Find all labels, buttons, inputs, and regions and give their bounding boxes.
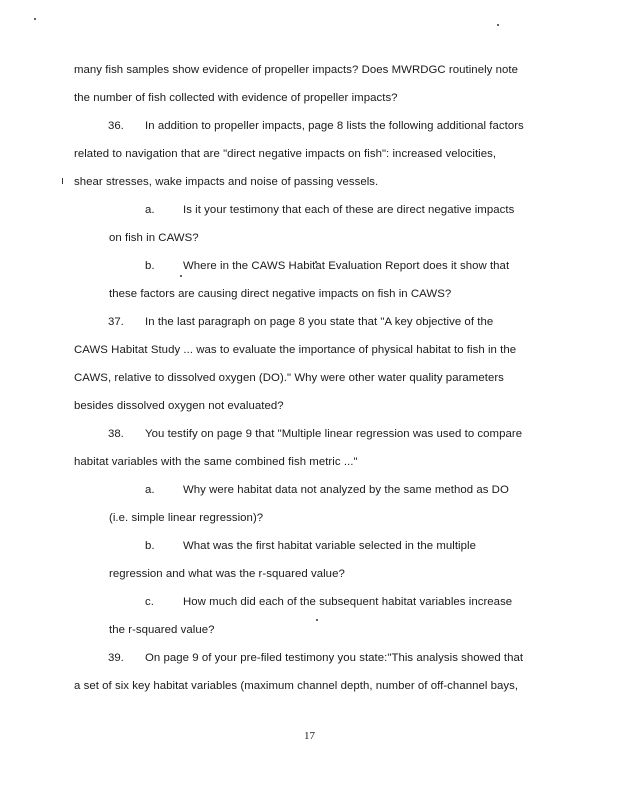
subquestion-marker: b. (145, 260, 155, 272)
text-line: Where in the CAWS Habitat Evaluation Report does it show that (183, 260, 510, 272)
scan-speck (62, 178, 63, 184)
text-line: shear stresses, wake impacts and noise of passing vessels. (74, 176, 379, 188)
text-line: Why were habitat data not analyzed by the same method as DO (183, 484, 509, 496)
scan-speck (34, 18, 36, 20)
text-line: besides dissolved oxygen not evaluated? (74, 400, 284, 412)
text-line: habitat variables with the same combined fish metric ..." (74, 456, 358, 468)
question-number: 37. (108, 316, 124, 328)
subquestion-marker: c. (145, 596, 154, 608)
text-line: On page 9 of your pre-filed testimony you state:"This analysis showed that (145, 652, 524, 664)
text-line: CAWS, relative to dissolved oxygen (DO)." Why were other water quality parameters (74, 372, 504, 384)
question-number: 38. (108, 428, 124, 440)
text-line: What was the first habitat variable selected in the multiple (183, 540, 476, 552)
text-line: related to navigation that are "direct negative impacts on fish": increased velocities, (74, 148, 497, 160)
text-line: on fish in CAWS? (109, 232, 199, 244)
text-line: the r-squared value? (109, 624, 215, 636)
text-line: the number of fish collected with evidence of propeller impacts? (74, 92, 398, 104)
subquestion-marker: b. (145, 540, 155, 552)
subquestion-marker: a. (145, 484, 155, 496)
question-number: 36. (108, 120, 124, 132)
text-line: these factors are causing direct negative impacts on fish in CAWS? (109, 288, 452, 300)
scan-speck (180, 275, 182, 277)
text-line: How much did each of the subsequent habitat variables increase (183, 596, 513, 608)
text-line: In addition to propeller impacts, page 8 lists the following additional factors (145, 120, 524, 132)
text-line: Is it your testimony that each of these are direct negative impacts (183, 204, 515, 216)
text-line: You testify on page 9 that "Multiple linear regression was used to compare (145, 428, 523, 440)
question-number: 39. (108, 652, 124, 664)
scan-speck (497, 24, 499, 26)
text-line: CAWS Habitat Study ... was to evaluate the importance of physical habitat to fish in the (74, 344, 517, 356)
subquestion-marker: a. (145, 204, 155, 216)
text-line: In the last paragraph on page 8 you state that "A key objective of the (145, 316, 494, 328)
text-line: many fish samples show evidence of propeller impacts? Does MWRDGC routinely note (74, 64, 518, 76)
page-number: 17 (304, 730, 315, 742)
scan-speck (316, 619, 318, 621)
text-line: (i.e. simple linear regression)? (109, 512, 264, 524)
text-line: a set of six key habitat variables (maximum channel depth, number of off-channel bays, (74, 680, 519, 692)
text-line: regression and what was the r-squared value? (109, 568, 345, 580)
